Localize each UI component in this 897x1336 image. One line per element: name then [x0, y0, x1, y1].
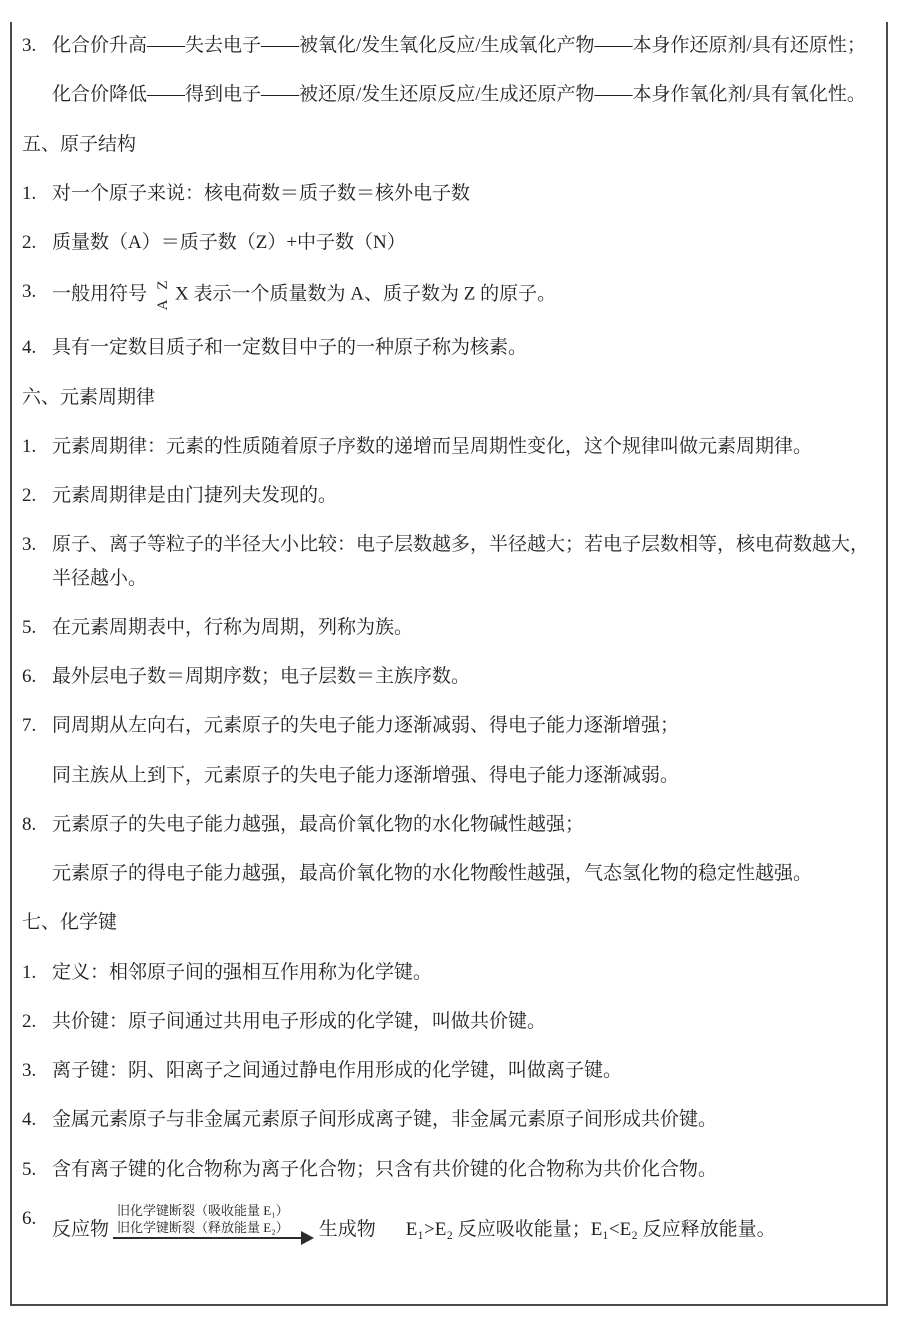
item-number: 2. [22, 232, 37, 253]
isotope-atomic-letter: A [155, 299, 172, 311]
item-number: 5. [22, 616, 37, 638]
arrow-label-bond-breaking-absorb: 旧化学键断裂（吸收能量 E₁） [117, 1202, 289, 1218]
list-item [22, 430, 874, 463]
item-text: 化合价升高——失去电子——被氧化/发生氧化反应/生成氧化产物——本身作还原剂/具有还原性； [52, 35, 866, 56]
item-text: 对一个原子来说：核电荷数＝质子数＝核外电子数 [52, 182, 471, 204]
item-text: 元素原子的得电子能力越强，最高价氧化物的水化物酸性越强，气态氢化物的稳定性越强。 [52, 863, 813, 884]
list-item [22, 1054, 874, 1087]
list-item [22, 29, 874, 62]
item-text: 具有一定数目质子和一定数目中子的一种原子称为核素。 [52, 337, 528, 359]
item-number: 1. [22, 182, 37, 204]
item-number: 6. [22, 1207, 37, 1229]
section-heading-chemical-bonds [22, 906, 874, 939]
isotope-prefix-text: 一般用符号 [52, 283, 148, 305]
product-label: 生成物 [318, 1218, 376, 1240]
item-number: 2. [22, 1010, 37, 1032]
list-item-continuation [22, 78, 874, 111]
item-text: 最外层电子数＝周期序数；电子层数＝主族序数。 [52, 666, 471, 687]
list-item [22, 528, 874, 595]
item-text: 在元素周期表中，行称为周期，列称为族。 [52, 616, 414, 638]
item-text: 离子键：阴、阳离子之间通过静电作用形成的化学键，叫做离子键。 [52, 1060, 623, 1081]
arrow-label-bond-breaking-release: 旧化学键断裂（释放能量 E₂） [113, 1219, 305, 1239]
item-number: 5. [22, 1158, 37, 1180]
item-text: 元素周期律是由门捷列夫发现的。 [52, 485, 338, 506]
isotope-notation [156, 275, 170, 315]
section-heading-periodic-law [22, 381, 874, 414]
list-item [22, 611, 874, 644]
item-number: 2. [22, 485, 37, 506]
heading-text: 五、原子结构 [22, 133, 137, 155]
energy-comparison-note: E₁>E₂ 反应吸收能量；E₁<E₂ 反应释放能量。 [405, 1218, 776, 1240]
item-number: 4. [22, 337, 37, 359]
item-number: 3. [22, 35, 37, 56]
list-item [22, 709, 874, 742]
item-text: 含有离子键的化合物称为离子化合物；只含有共价键的化合物称为共价化合物。 [52, 1158, 718, 1180]
item-number: 3. [22, 281, 37, 303]
item-number: 8. [22, 813, 37, 835]
item-number: 6. [22, 666, 37, 687]
list-item [22, 479, 874, 512]
list-item-reaction-energy [22, 1202, 874, 1246]
list-item-continuation [22, 759, 874, 792]
item-number: 4. [22, 1109, 37, 1131]
reaction-arrow [113, 1202, 305, 1239]
reaction-equation [52, 1202, 874, 1246]
list-item [22, 660, 874, 693]
item-text: 元素周期律：元素的性质随着原子序数的递增而呈周期性变化，这个规律叫做元素周期律。 [52, 435, 813, 457]
list-item-continuation [22, 857, 874, 890]
list-item [22, 1005, 874, 1038]
isotope-mass-letter: Z [155, 280, 172, 290]
list-item [22, 1103, 874, 1136]
item-number: 7. [22, 715, 37, 737]
list-item [22, 226, 874, 259]
item-text: 定义：相邻原子间的强相互作用称为化学键。 [52, 961, 433, 983]
item-text: 同周期从左向右，元素原子的失电子能力逐渐减弱、得电子能力逐渐增强； [52, 715, 680, 737]
list-item [22, 331, 874, 364]
item-text: 质量数（A）＝质子数（Z）+中子数（N） [52, 232, 406, 253]
item-text: 化合价降低——得到电子——被还原/发生还原反应/生成还原产物——本身作氧化剂/具有氧化性。 [52, 84, 866, 106]
item-number: 1. [22, 961, 37, 983]
list-item [22, 808, 874, 841]
item-number: 1. [22, 435, 37, 457]
item-text: 金属元素原子与非金属元素原子间形成离子键，非金属元素原子间形成共价键。 [52, 1109, 718, 1131]
list-item-isotope-symbol [22, 275, 874, 315]
heading-text: 七、化学键 [22, 912, 118, 934]
item-number: 3. [22, 534, 37, 556]
list-item [22, 1153, 874, 1186]
heading-text: 六、元素周期律 [22, 386, 156, 408]
item-text: 共价键：原子间通过共用电子形成的化学键，叫做共价键。 [52, 1010, 547, 1032]
item-text [52, 275, 874, 315]
item-number: 3. [22, 1060, 37, 1081]
reactant-label: 反应物 [52, 1218, 110, 1240]
section-heading-atomic-structure [22, 128, 874, 161]
item-text: 原子、离子等粒子的半径大小比较：电子层数越多，半径越大；若电子层数相等，核电荷数越大，半径越小。 [52, 534, 870, 589]
list-item [22, 956, 874, 989]
isotope-suffix-text: X 表示一个质量数为 A、质子数为 Z 的原子。 [175, 283, 557, 305]
item-text: 同主族从上到下，元素原子的失电子能力逐渐增强、得电子能力逐渐减弱。 [52, 764, 680, 786]
list-item [22, 177, 874, 210]
item-text: 元素原子的失电子能力越强，最高价氧化物的水化物碱性越强； [52, 813, 585, 835]
document-page [10, 22, 888, 1306]
